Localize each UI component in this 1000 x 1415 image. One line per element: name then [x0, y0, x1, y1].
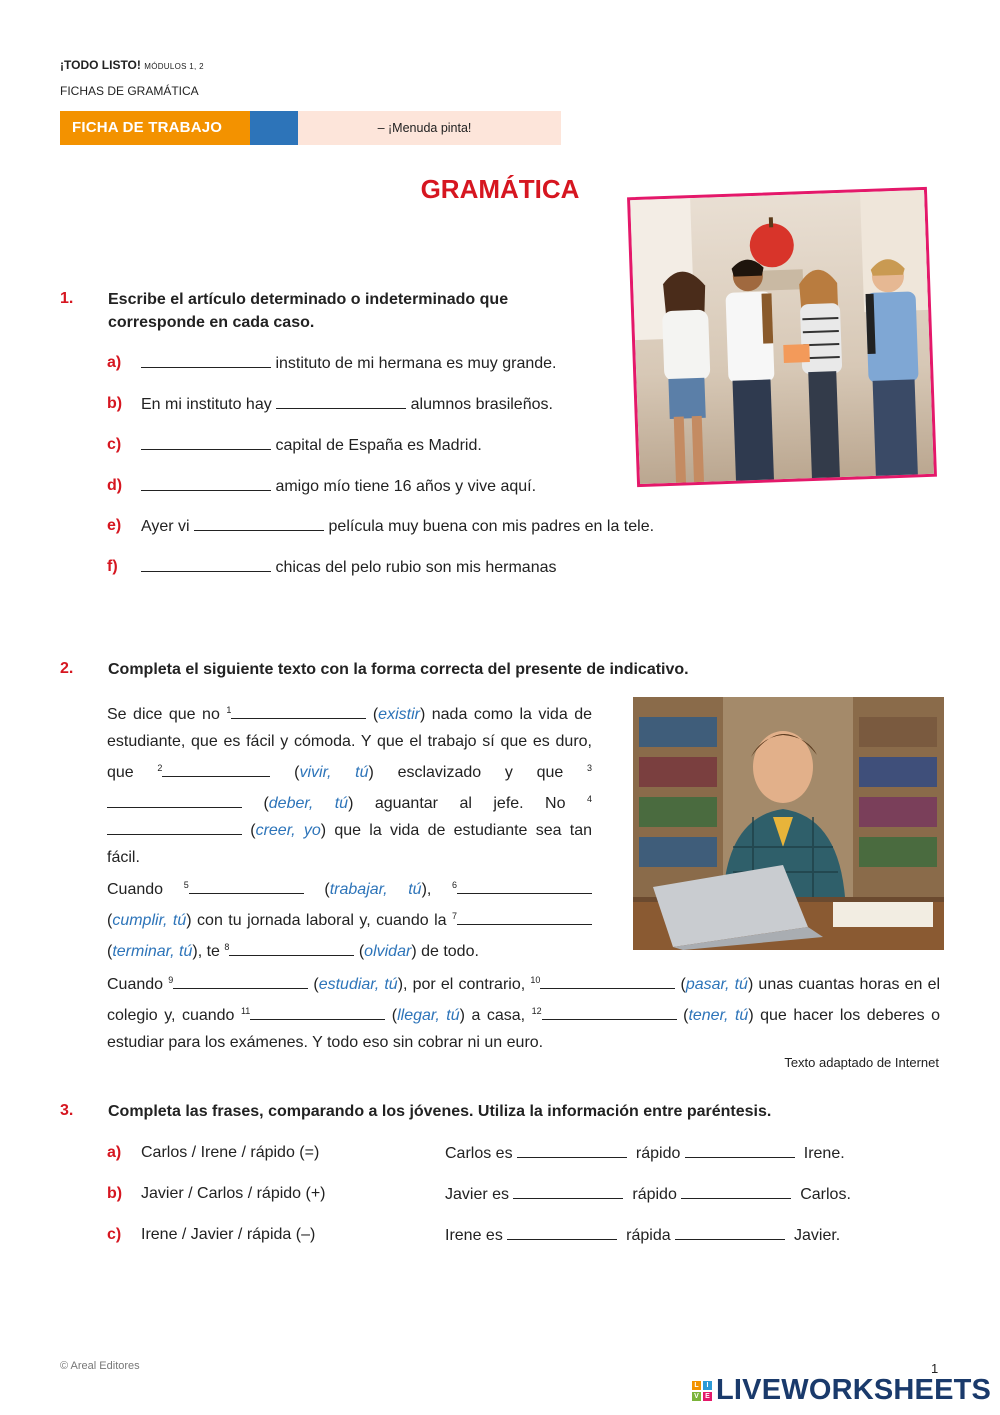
- q1-letter-e: e): [107, 517, 122, 534]
- answer-blank[interactable]: [507, 1226, 617, 1240]
- answer-blank-2[interactable]: [162, 763, 270, 777]
- page-number: 1: [931, 1361, 939, 1376]
- answer-blank[interactable]: [276, 395, 406, 409]
- q1-letter-c: c): [107, 436, 122, 453]
- answer-blank[interactable]: [141, 477, 271, 491]
- q2-paragraph-2: Cuando $^5$ (trabajar, tú), $^6$ (cumplir, tú) con tu jornada laboral y, cuando la $^7$ (terminar, tú), te $^8$ (olvidar) de todo.: [107, 872, 592, 965]
- answer-blank-8[interactable]: [229, 942, 354, 956]
- answer-blank[interactable]: [513, 1185, 623, 1199]
- answer-blank-10[interactable]: [540, 975, 675, 989]
- answer-blank[interactable]: [194, 517, 324, 531]
- logo-blocks-icon: L I V E: [692, 1381, 712, 1401]
- q3-prompt-b: Javier / Carlos / rápido (+): [141, 1185, 326, 1202]
- answer-blank[interactable]: [141, 354, 271, 368]
- answer-blank[interactable]: [141, 436, 271, 450]
- q3-letter-b: b): [107, 1185, 123, 1202]
- answer-blank-11[interactable]: [250, 1006, 385, 1020]
- q1-number: 1.: [60, 290, 74, 307]
- answer-blank-9[interactable]: [173, 975, 308, 989]
- q1-item-e: Ayer vi película muy buena con mis padres en la tele.: [141, 518, 655, 535]
- q3-letter-a: a): [107, 1144, 122, 1161]
- answer-blank[interactable]: [517, 1144, 627, 1158]
- q1-letter-a: a): [107, 354, 122, 371]
- page-title: GRAMÁTICA: [420, 174, 580, 204]
- bar-divider: [250, 111, 298, 145]
- q3-sentence-a: Carlos es rápido Irene.: [445, 1145, 845, 1162]
- q1-item-b: En mi instituto hay alumnos brasileños.: [141, 396, 553, 413]
- q2-paragraph-1: Se dice que no $^1$ (existir) nada como la vida de estudiante, que es fácil y cómoda. Y que el trabajo sí que es duro, que $^2$ (vivir, tú) esclavizado y que $^3$ (deber, tú) aguantar al jefe. No $^4$ (creer, yo) que la vida de estudiante sea tan fácil.: [107, 705, 593, 866]
- q1-item-f: chicas del pelo rubio son mis hermanas: [141, 558, 556, 577]
- answer-blank[interactable]: [675, 1226, 785, 1240]
- student-laptop-photo: [633, 697, 944, 950]
- source-note: Texto adaptado de Internet: [784, 1055, 939, 1070]
- q2-instruction: Completa el siguiente texto con la forma correcta del presente de indicativo.: [108, 661, 689, 678]
- liveworksheets-logo[interactable]: L I V E LIVEWORKSHEETS: [692, 1374, 991, 1407]
- q2-number: 2.: [60, 660, 74, 677]
- brand-title: ¡TODO LISTO! MÓDULOS 1, 2: [60, 58, 204, 72]
- answer-blank[interactable]: [141, 558, 271, 572]
- q1-item-d: amigo mío tiene 16 años y vive aquí.: [141, 477, 536, 496]
- q1-letter-d: d): [107, 477, 123, 494]
- q1-item-a: instituto de mi hermana es muy grande.: [141, 354, 556, 373]
- q3-prompt-c: Irene / Javier / rápida (–): [141, 1226, 316, 1243]
- ficha-topic: – ¡Menuda pinta!: [298, 111, 561, 145]
- answer-blank-3[interactable]: [107, 794, 242, 808]
- q1-item-c: capital de España es Madrid.: [141, 436, 482, 455]
- answer-blank[interactable]: [685, 1144, 795, 1158]
- answer-blank-7[interactable]: [457, 911, 592, 925]
- q3-sentence-c: Irene es rápida Javier.: [445, 1227, 841, 1244]
- answer-blank-1[interactable]: [231, 705, 366, 719]
- q3-sentence-b: Javier es rápido Carlos.: [445, 1186, 851, 1203]
- q2-paragraph-3: Cuando $^9$ (estudiar, tú), por el contrario, $^{10}$ (pasar, tú) unas cuantas horas en el colegio y, cuando $^{11}$ (llegar, tú) a casa, $^{12}$ (tener, tú) que hacer los deberes o estudiar para los exámenes. Y todo eso sin cobrar ni un euro.: [107, 975, 941, 1051]
- answer-blank-6[interactable]: [457, 880, 592, 894]
- worksheet-subtitle: FICHAS DE GRAMÁTICA: [60, 84, 199, 98]
- q1-instruction: Escribe el artículo determinado o indeterminado que corresponde en cada caso.: [108, 291, 509, 331]
- q3-prompt-a: Carlos / Irene / rápido (=): [141, 1144, 320, 1161]
- copyright: © Areal Editores: [60, 1360, 140, 1372]
- header-bar: [60, 111, 561, 145]
- answer-blank-4[interactable]: [107, 821, 242, 835]
- q3-instruction: Completa las frases, comparando a los jóvenes. Utiliza la información entre paréntesis.: [108, 1103, 772, 1120]
- students-photo: [627, 187, 937, 487]
- q3-letter-c: c): [107, 1226, 122, 1243]
- q1-letter-f: f): [107, 558, 118, 575]
- q1-letter-b: b): [107, 395, 123, 412]
- q3-number: 3.: [60, 1102, 74, 1119]
- ficha-label: FICHA DE TRABAJO: [60, 111, 250, 145]
- answer-blank-12[interactable]: [542, 1006, 677, 1020]
- answer-blank[interactable]: [681, 1185, 791, 1199]
- answer-blank-5[interactable]: [189, 880, 304, 894]
